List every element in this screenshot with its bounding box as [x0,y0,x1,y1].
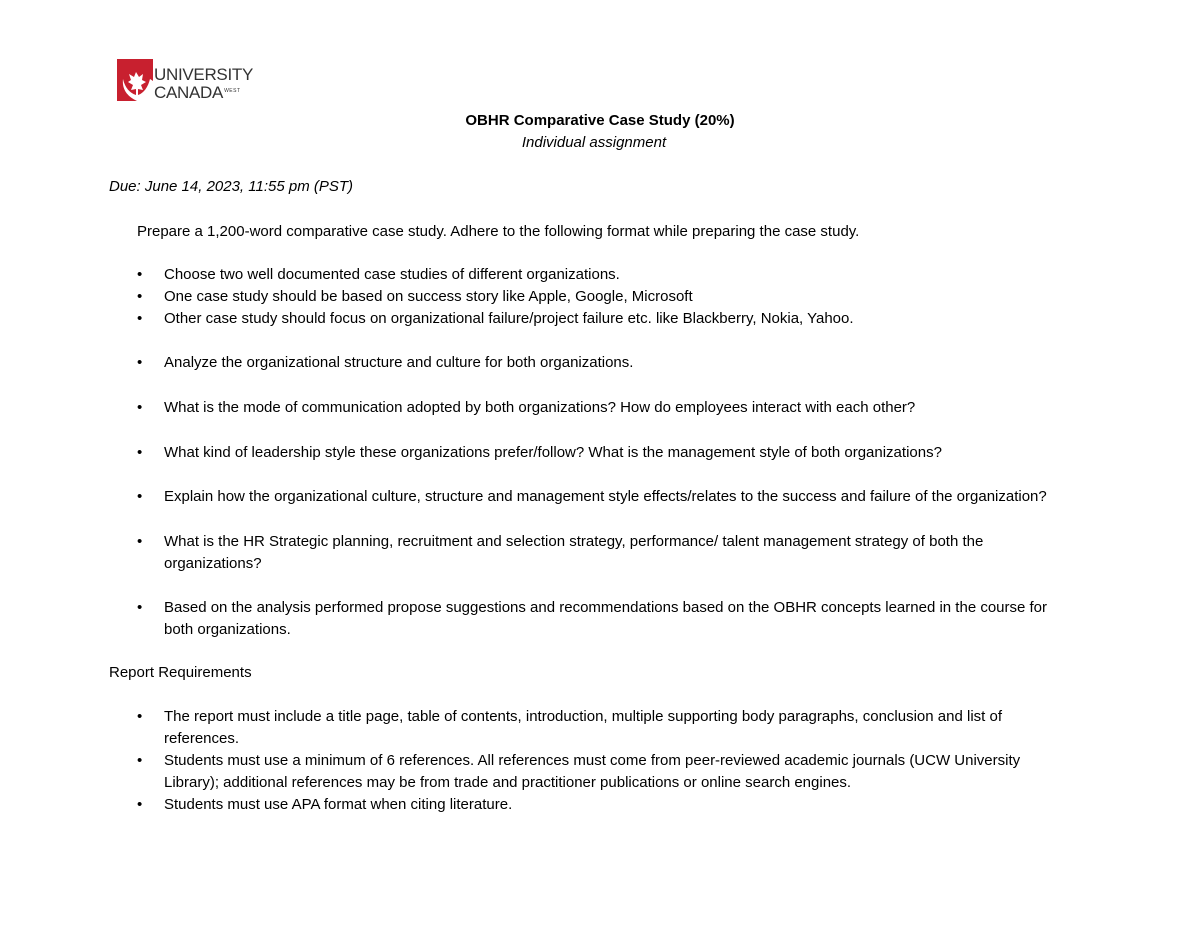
list-item [137,794,1077,816]
list-item [137,597,1077,641]
bullet-marker: • [137,796,143,813]
list-item-text: Students must use a minimum of 6 references. All references must come from peer-reviewed academic journals (UCW University Library); additional references may be from trade and practitioner publications or online search engines. [164,752,1021,791]
list-item [137,531,1077,575]
logo-west-suffix: WEST [224,88,241,94]
bullet-marker: • [137,266,143,283]
bullet-marker: • [137,399,143,416]
bullet-marker: • [137,288,143,305]
list-item-text: Explain how the organizational culture, structure and management style effects/relates to the success and failure of the organization? [164,488,1047,505]
bullet-marker: • [137,488,143,505]
maple-leaf-icon [117,57,153,103]
list-item-text: Choose two well documented case studies of different organizations. [164,266,620,283]
bullet-marker: • [137,354,143,371]
list-item [137,308,1077,330]
list-item [137,397,1077,419]
list-item-text: Analyze the organizational structure and culture for both organizations. [164,354,634,371]
logo-line-university: UNIVERSITY [154,65,254,84]
bullet-marker: • [137,708,143,725]
due-date: Due: June 14, 2023, 11:55 pm (PST) [109,178,354,195]
list-item-text: Other case study should focus on organizational failure/project failure etc. like Blackberry, Nokia, Yahoo. [164,310,854,327]
list-item-text: What kind of leadership style these organizations prefer/follow? What is the management style of both organizations? [164,444,942,461]
list-item [137,264,1077,286]
list-item-text: Based on the analysis performed propose suggestions and recommendations based on the OBHR concepts learned in the course for both organizations. [164,599,1048,638]
report-requirements-heading: Report Requirements [109,664,252,681]
list-item-text: What is the HR Strategic planning, recruitment and selection strategy, performance/ talent management strategy of both the organizations? [164,533,984,572]
bullet-marker: • [137,533,143,550]
list-item-text: One case study should be based on success story like Apple, Google, Microsoft [164,288,693,305]
intro-paragraph: Prepare a 1,200-word comparative case study. Adhere to the following format while preparing the case study. [137,223,860,240]
university-logo [117,57,277,103]
list-item [137,442,1077,464]
list-item [137,352,1077,374]
logo-wordmark [154,67,253,101]
bullet-marker: • [137,599,143,616]
bullet-marker: • [137,752,143,769]
logo-line-canada: $CANADA^{WEST}$ [154,83,241,102]
list-item-text: The report must include a title page, table of contents, introduction, multiple supporting body paragraphs, conclusion and list of references. [164,708,1002,747]
document-title: OBHR Comparative Case Study (20%) [465,112,735,129]
list-item [137,706,1077,750]
list-item [137,486,1077,508]
document-subtitle: Individual assignment [521,134,667,151]
list-item [137,750,1077,794]
bullet-marker: • [137,310,143,327]
list-item-text: Students must use APA format when citing literature. [164,796,513,813]
bullet-marker: • [137,444,143,461]
list-item-text: What is the mode of communication adopted by both organizations? How do employees interact with each other? [164,399,916,416]
list-item [137,286,1077,308]
